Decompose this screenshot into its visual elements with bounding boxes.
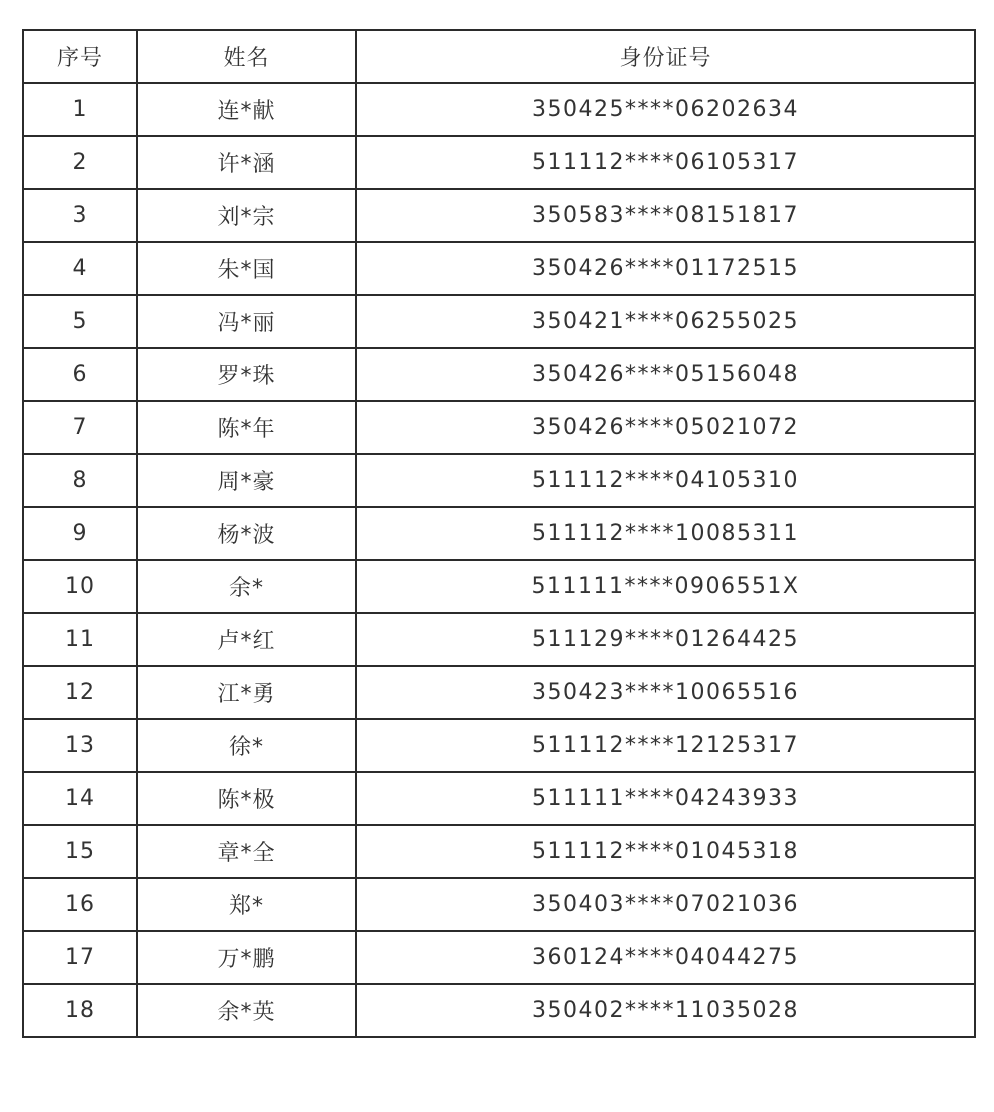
row-index-cell: 8 <box>23 454 137 507</box>
row-index-cell: 10 <box>23 560 137 613</box>
row-name-cell: 陈*极 <box>137 772 356 825</box>
table-body <box>23 83 975 1037</box>
table-row <box>23 878 975 931</box>
table-row <box>23 136 975 189</box>
table-row <box>23 348 975 401</box>
row-index-cell: 3 <box>23 189 137 242</box>
row-index-cell: 1 <box>23 83 137 136</box>
row-id-number-cell: 360124****04044275 <box>356 931 975 984</box>
row-index-cell: 6 <box>23 348 137 401</box>
row-id-number-cell: 511112****12125317 <box>356 719 975 772</box>
row-name-cell: 余*英 <box>137 984 356 1037</box>
header-id-number: 身份证号 <box>356 30 975 83</box>
row-id-number-cell: 350426****05156048 <box>356 348 975 401</box>
row-index-cell: 17 <box>23 931 137 984</box>
row-id-number-cell: 511112****01045318 <box>356 825 975 878</box>
row-name-cell: 徐* <box>137 719 356 772</box>
table-row <box>23 454 975 507</box>
row-id-number-cell: 511111****0906551X <box>356 560 975 613</box>
row-id-number-cell: 511112****06105317 <box>356 136 975 189</box>
row-name-cell: 周*豪 <box>137 454 356 507</box>
row-id-number-cell: 511112****04105310 <box>356 454 975 507</box>
row-name-cell: 连*献 <box>137 83 356 136</box>
row-index-cell: 18 <box>23 984 137 1037</box>
row-name-cell: 郑* <box>137 878 356 931</box>
row-name-cell: 万*鹏 <box>137 931 356 984</box>
row-name-cell: 冯*丽 <box>137 295 356 348</box>
row-index-cell: 5 <box>23 295 137 348</box>
table-row <box>23 719 975 772</box>
row-index-cell: 11 <box>23 613 137 666</box>
row-id-number-cell: 350421****06255025 <box>356 295 975 348</box>
row-index-cell: 9 <box>23 507 137 560</box>
row-name-cell: 杨*波 <box>137 507 356 560</box>
row-id-number-cell: 350423****10065516 <box>356 666 975 719</box>
row-index-cell: 15 <box>23 825 137 878</box>
table-row <box>23 984 975 1037</box>
table-row <box>23 401 975 454</box>
row-index-cell: 7 <box>23 401 137 454</box>
table-row <box>23 825 975 878</box>
row-name-cell: 罗*珠 <box>137 348 356 401</box>
header-index: 序号 <box>23 30 137 83</box>
table-header-row <box>23 30 975 83</box>
row-id-number-cell: 350426****05021072 <box>356 401 975 454</box>
row-name-cell: 章*全 <box>137 825 356 878</box>
row-index-cell: 4 <box>23 242 137 295</box>
header-name: 姓名 <box>137 30 356 83</box>
row-id-number-cell: 350403****07021036 <box>356 878 975 931</box>
row-name-cell: 余* <box>137 560 356 613</box>
row-id-number-cell: 511129****01264425 <box>356 613 975 666</box>
id-list-table <box>22 29 976 1038</box>
row-index-cell: 2 <box>23 136 137 189</box>
table-row <box>23 560 975 613</box>
row-index-cell: 13 <box>23 719 137 772</box>
row-name-cell: 朱*国 <box>137 242 356 295</box>
row-name-cell: 许*涵 <box>137 136 356 189</box>
row-name-cell: 江*勇 <box>137 666 356 719</box>
row-id-number-cell: 511112****10085311 <box>356 507 975 560</box>
row-name-cell: 卢*红 <box>137 613 356 666</box>
table-row <box>23 613 975 666</box>
table-row <box>23 666 975 719</box>
table-row <box>23 295 975 348</box>
row-id-number-cell: 350425****06202634 <box>356 83 975 136</box>
table-row <box>23 189 975 242</box>
row-name-cell: 陈*年 <box>137 401 356 454</box>
row-index-cell: 12 <box>23 666 137 719</box>
table-row <box>23 931 975 984</box>
table-row <box>23 772 975 825</box>
row-id-number-cell: 350583****08151817 <box>356 189 975 242</box>
table-row <box>23 507 975 560</box>
row-index-cell: 14 <box>23 772 137 825</box>
row-id-number-cell: 350402****11035028 <box>356 984 975 1037</box>
table-row <box>23 242 975 295</box>
table-row <box>23 83 975 136</box>
row-id-number-cell: 511111****04243933 <box>356 772 975 825</box>
row-index-cell: 16 <box>23 878 137 931</box>
row-id-number-cell: 350426****01172515 <box>356 242 975 295</box>
row-name-cell: 刘*宗 <box>137 189 356 242</box>
